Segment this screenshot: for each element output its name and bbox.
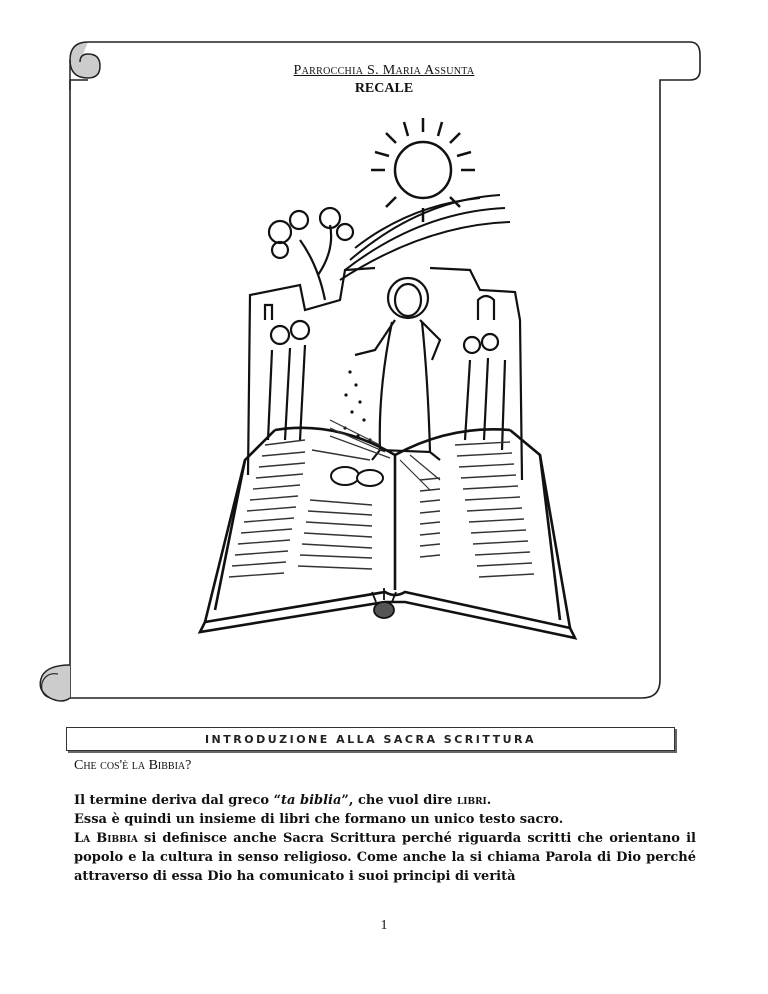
section-title: INTRODUZIONE ALLA SACRA SCRITTURA [204,733,537,746]
body-text [74,791,696,886]
stones-icon [331,467,383,486]
tree-icon [269,208,353,300]
parish-name: Parrocchia S. Maria Assunta [293,63,475,78]
paragraph-scripture: La Bibbia si definisce anche Sacra Scrittura perché riguarda scritti che orientano il popolo e la cultura in senso religioso. Come anche la si chiama Parola di Dio perché attraverso di essa Dio ha comunicato i suoi principi di verità [74,831,696,884]
section-title-box [66,727,675,751]
seeds-icon [343,370,371,441]
city-right-icon [430,268,522,480]
paragraph-definition: Essa è quindi un insieme di libri che formano un unico testo sacro. [74,812,564,827]
jesus-sower-icon [355,278,440,460]
page-number: 1 [380,918,388,933]
town-name: RECALE [354,81,414,96]
bible-text-lines-icon [229,440,534,577]
question-heading: Che cos'è la Bibbia? [74,758,192,773]
sun-icon [371,118,475,222]
hills-icon [340,195,510,280]
paragraph-origin: Il termine deriva dal greco “ta biblia”, che vuol dire libri. [74,793,492,808]
city-left-icon [248,268,375,475]
